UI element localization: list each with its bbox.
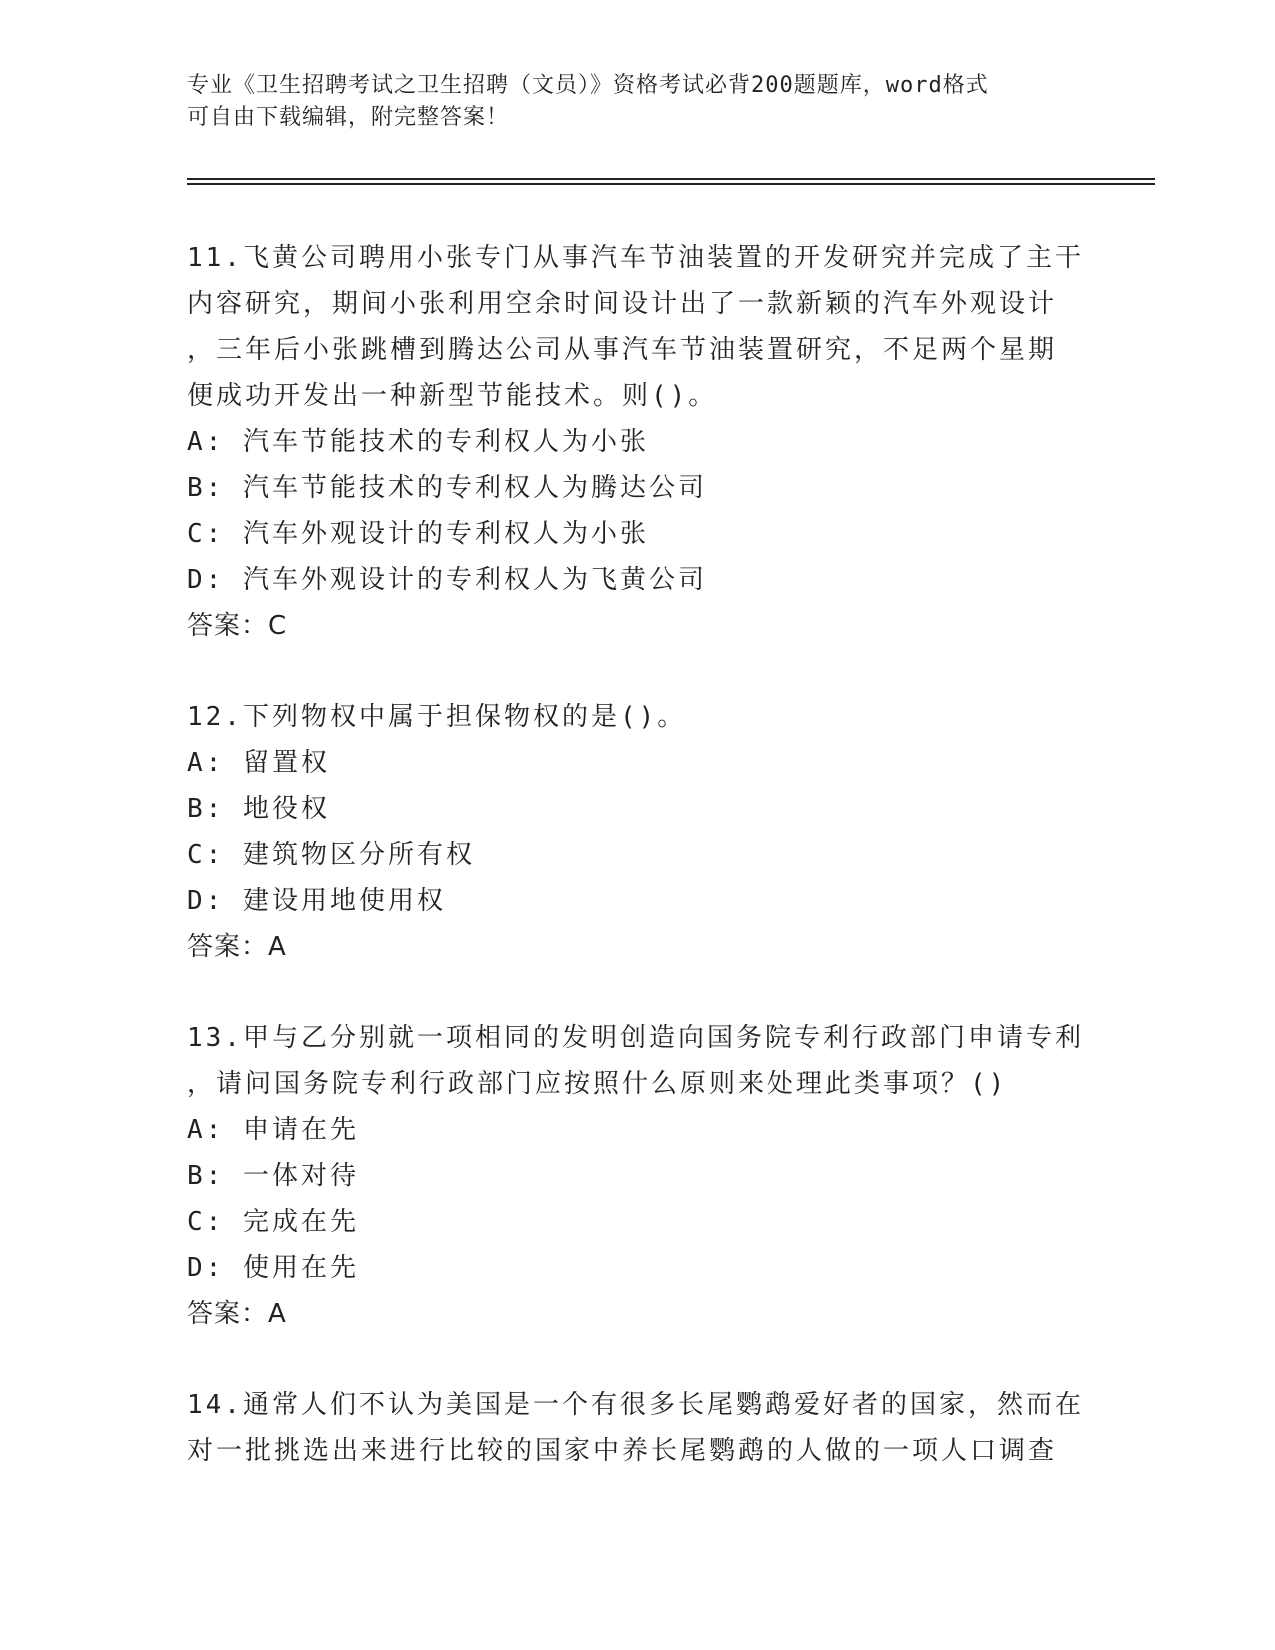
header-line-1: 专业《卫生招聘考试之卫生招聘（文员）》资格考试必背200题题库，word格式 bbox=[187, 73, 989, 98]
answer-line: 答案：C bbox=[187, 611, 288, 641]
answer-line: 答案：A bbox=[187, 932, 287, 962]
option-d: D: 汽车外观设计的专利权人为飞黄公司 bbox=[187, 565, 707, 595]
question-11 bbox=[187, 235, 1087, 649]
answer-line: 答案：A bbox=[187, 1299, 287, 1329]
document-header bbox=[187, 70, 1087, 134]
option-b: B: 地役权 bbox=[187, 794, 330, 824]
stem-line: ，请问国务院专利行政部门应按照什么原则来处理此类事项？() bbox=[187, 1069, 1008, 1099]
option-c: C: 完成在先 bbox=[187, 1207, 359, 1237]
question-13 bbox=[187, 1015, 1087, 1337]
question-stem bbox=[187, 235, 1087, 419]
stem-line: 便成功开发出一种新型节能技术。则()。 bbox=[187, 381, 718, 411]
stem-line: 12.下列物权中属于担保物权的是()。 bbox=[187, 702, 687, 732]
header-divider-top bbox=[187, 178, 1155, 180]
stem-line: 13.甲与乙分别就一项相同的发明创造向国务院专利行政部门申请专利 bbox=[187, 1023, 1084, 1053]
option-c: C: 建筑物区分所有权 bbox=[187, 840, 475, 870]
option-a: A: 申请在先 bbox=[187, 1115, 359, 1145]
option-d: D: 建设用地使用权 bbox=[187, 886, 446, 916]
option-a: A: 留置权 bbox=[187, 748, 330, 778]
question-list bbox=[187, 235, 1087, 1519]
stem-line: 内容研究，期间小张利用空余时间设计出了一款新颖的汽车外观设计 bbox=[187, 289, 1058, 319]
option-b: B: 一体对待 bbox=[187, 1161, 359, 1191]
stem-line: ，三年后小张跳槽到腾达公司从事汽车节油装置研究，不足两个星期 bbox=[187, 335, 1058, 365]
option-a: A: 汽车节能技术的专利权人为小张 bbox=[187, 427, 649, 457]
stem-line: 11.飞黄公司聘用小张专门从事汽车节油装置的开发研究并完成了主干 bbox=[187, 243, 1084, 273]
option-d: D: 使用在先 bbox=[187, 1253, 359, 1283]
option-c: C: 汽车外观设计的专利权人为小张 bbox=[187, 519, 649, 549]
question-stem bbox=[187, 1015, 1087, 1107]
header-line-2: 可自由下载编辑，附完整答案！ bbox=[187, 105, 510, 130]
header-divider-bottom bbox=[187, 183, 1155, 185]
option-b: B: 汽车节能技术的专利权人为腾达公司 bbox=[187, 473, 707, 503]
question-14 bbox=[187, 1382, 1087, 1474]
question-12 bbox=[187, 694, 1087, 970]
question-stem bbox=[187, 1382, 1087, 1474]
question-stem bbox=[187, 694, 1087, 740]
stem-line: 对一批挑选出来进行比较的国家中养长尾鹦鹉的人做的一项人口调查 bbox=[187, 1436, 1058, 1466]
stem-line: 14.通常人们不认为美国是一个有很多长尾鹦鹉爱好者的国家，然而在 bbox=[187, 1390, 1084, 1420]
